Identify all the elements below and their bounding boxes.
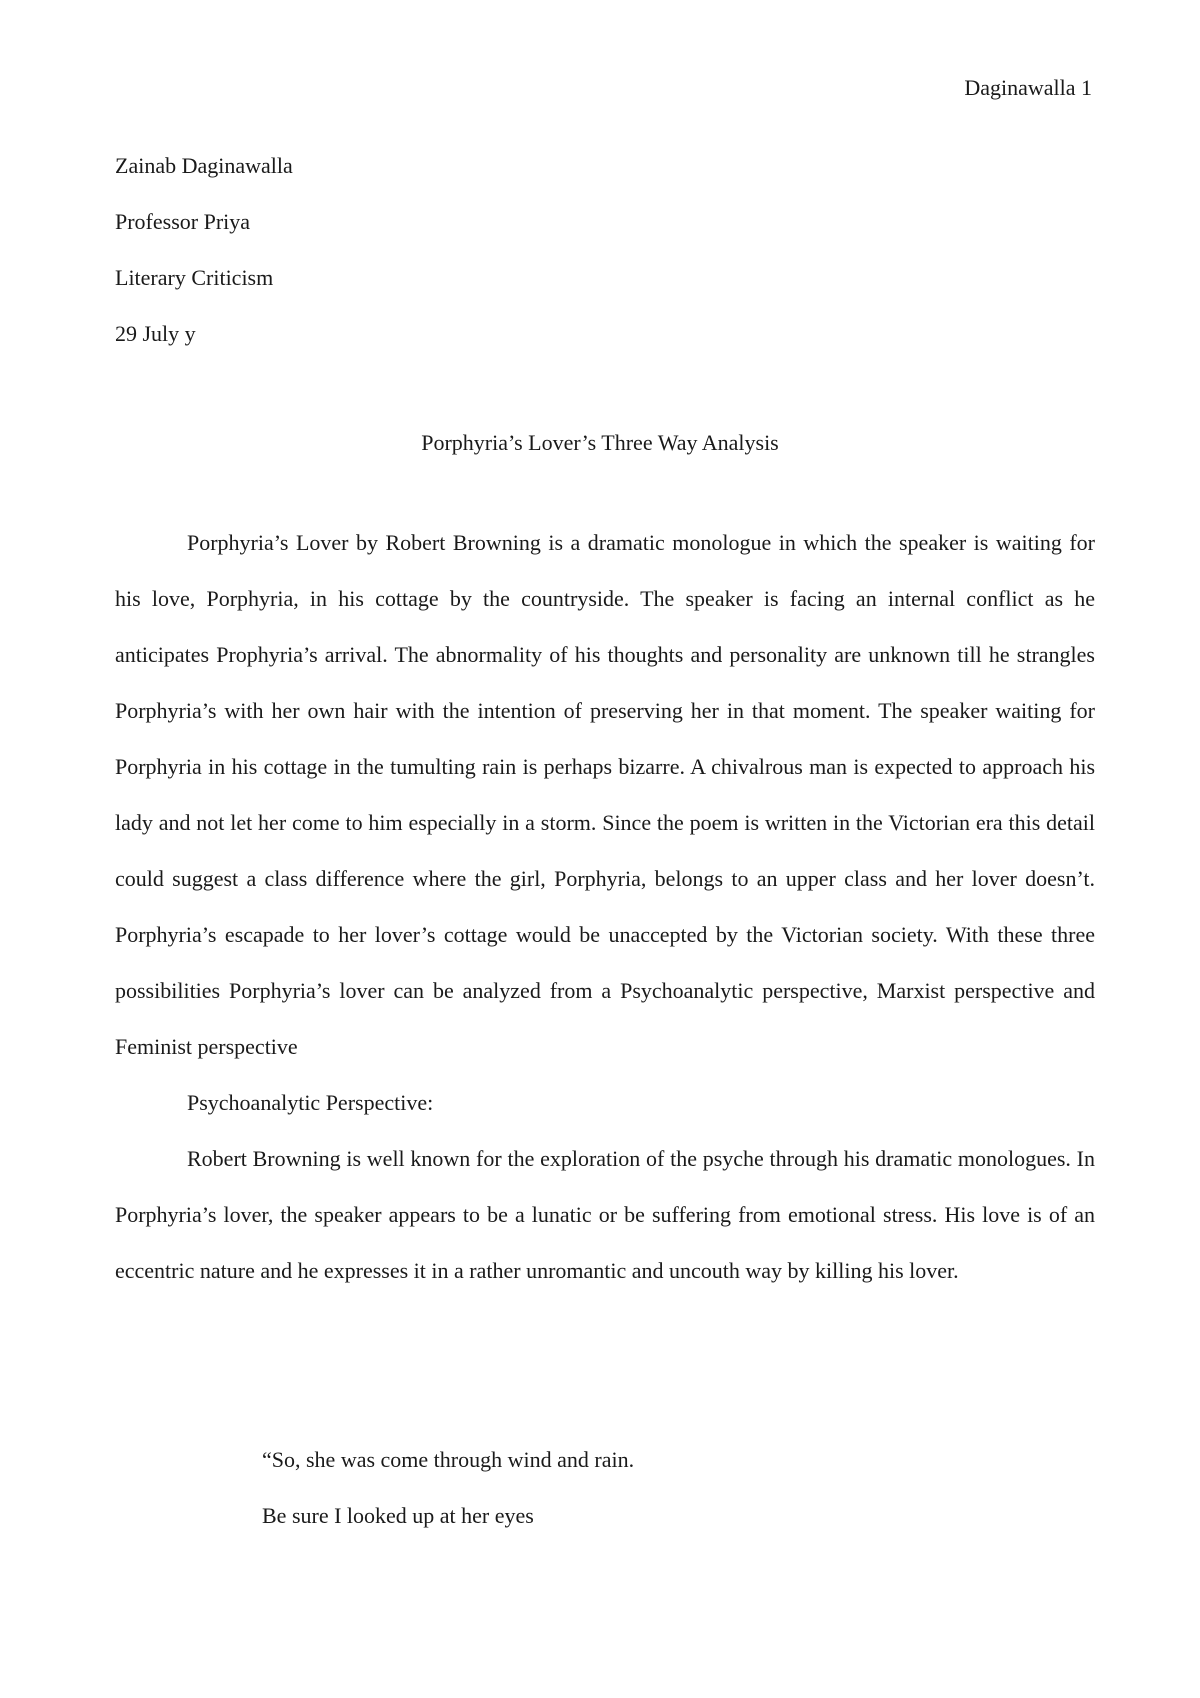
professor-name: Professor Priya bbox=[115, 209, 251, 234]
section-heading: Psychoanalytic Perspective: bbox=[187, 1090, 434, 1115]
poem-quote bbox=[262, 1432, 1062, 1544]
essay-body bbox=[115, 515, 1095, 1299]
header-block bbox=[115, 150, 1095, 374]
psychoanalytic-paragraph: Robert Browning is well known for the exploration of the psyche through his dramatic monologues. In Porphyria’s lover, the speaker appears to be a lunatic or be suffering from emotional stress. His love is of an eccentric nature and he expresses it in a rather unromantic and uncouth way by killing his lover. bbox=[115, 1146, 1095, 1283]
quote-line-2: Be sure I looked up at her eyes bbox=[262, 1503, 534, 1528]
running-head: Daginawalla 1 bbox=[964, 75, 1092, 100]
intro-paragraph: Porphyria’s Lover by Robert Browning is a dramatic monologue in which the speaker is waiting for his love, Porphyria, in his cottage by the countryside. The speaker is facing an internal conflict as he anticipates Prophyria’s arrival. The abnormality of his thoughts and personality are unknown till he strangles Porphyria’s with her own hair with the intention of preserving her in that moment. The speaker waiting for Porphyria in his cottage in the tumulting rain is perhaps bizarre. A chivalrous man is expected to approach his lady and not let her come to him especially in a storm. Since the poem is written in the Victorian era this detail could suggest a class difference where the girl, Porphyria, belongs to an upper class and her lover doesn’t. Porphyria’s escapade to her lover’s cottage would be unaccepted by the Victorian society. With these three possibilities Porphyria’s lover can be analyzed from a Psychoanalytic perspective, Marxist perspective and Feminist perspective bbox=[115, 530, 1095, 1059]
quote-line-1: “So, she was come through wind and rain. bbox=[262, 1447, 635, 1472]
essay-title: Porphyria’s Lover’s Three Way Analysis bbox=[421, 430, 779, 455]
date: 29 July y bbox=[115, 321, 196, 346]
student-name: Zainab Daginawalla bbox=[115, 153, 293, 178]
course-name: Literary Criticism bbox=[115, 265, 274, 290]
